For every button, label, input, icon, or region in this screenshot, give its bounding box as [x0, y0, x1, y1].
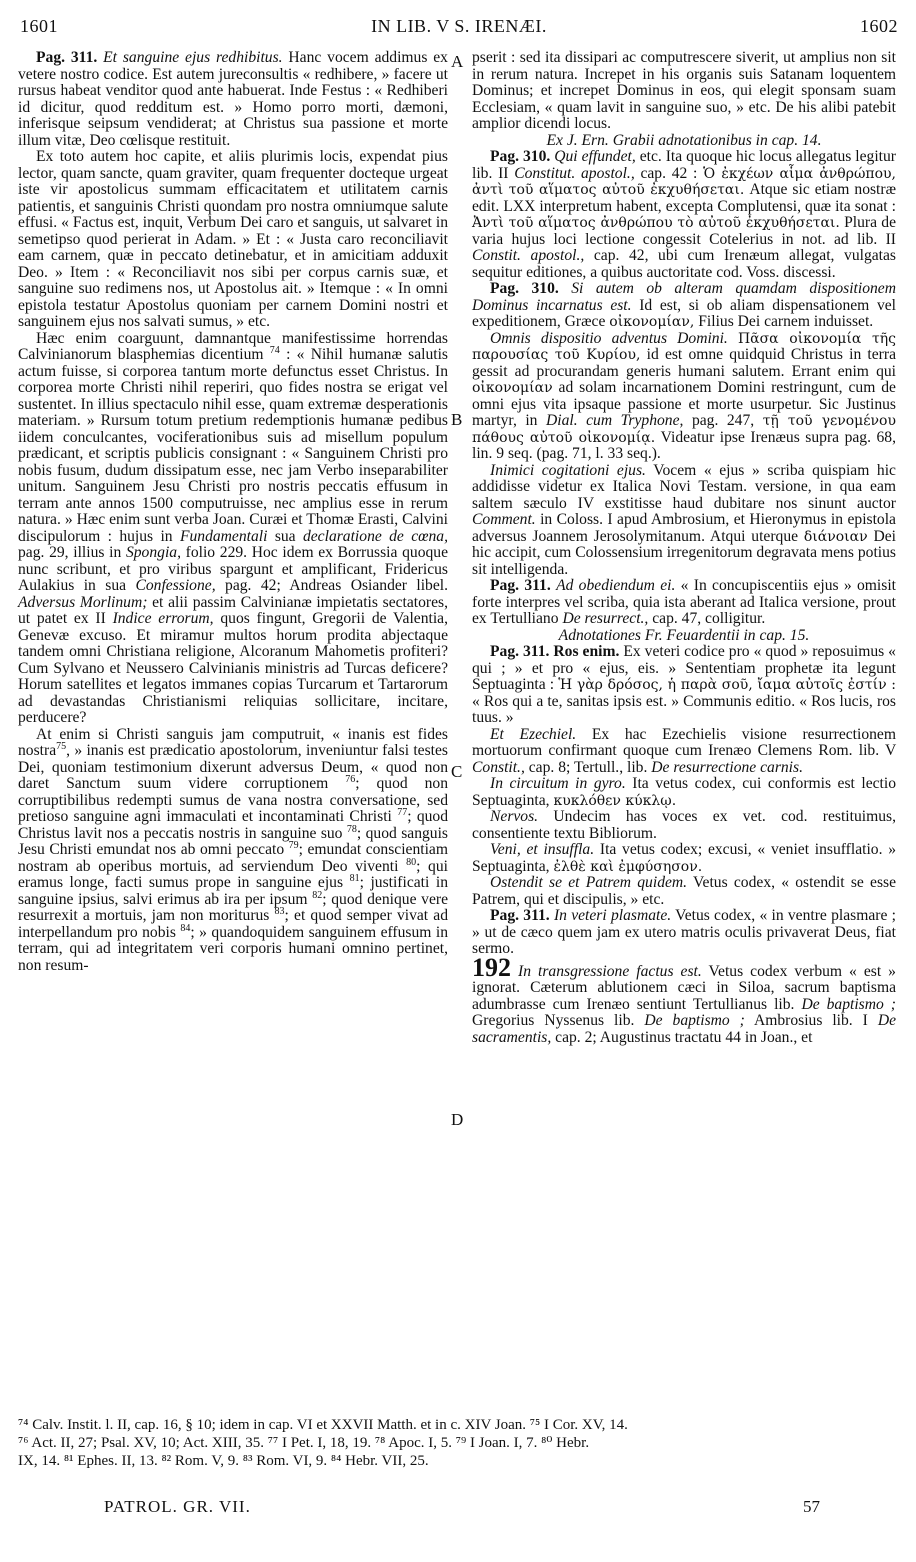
paragraph: 192 In transgressione factus est. Vetus codex verbum « est » ignorat. Cæterum ablutionem cæci in Siloa, sacrum baptisma adumbrasse cum Irenæo sentiunt Tertullianus lib. De baptismo ; Gregorius Nyssenus lib. De baptismo ; Ambrosius lib. I De sacramentis, cap. 2; Augustinus tractatu 44 in Joan., et [472, 952, 897, 1046]
footnote-ref: 75 [56, 740, 67, 752]
paragraph: Ex toto autem hoc capite, et aliis plurimis locis, expendat pius lector, quam sancte, quam graviter, quam frequenter docteque urgeat iste vir apostolicus summam efficacitatem et utilitatem carnis patientis, et sanguinis Christi quondam pro nostra omniumque salute effusi. « Factus est, inquit, Verbum Dei caro et sanguis, ut salvaret in semetipso quod perierat in Adam. » Et : « Justa caro reconciliavit eam carnem, quæ in peccato detinebatur, et in amicitiam adduxit Deo. » Item : « Reconciliavit nos sibi per corpus carnis suæ, et sanguine suo redimens nos, ut Apostolus ait. » Itemque : « In omni epistola testatur Apostolus quoniam per carnem Domini nostri et sanguinem ejus nos salvati sumus, » etc. [18, 148, 448, 330]
page-footer [104, 1497, 820, 1519]
margin-letter-a: A [451, 52, 464, 71]
paragraph: Pag. 311. Et sanguine ejus redhibitus. Hanc vocem addimus ex vetere nostro codice. Est autem jureconsultis « redhibere, » facere ut rursus habeat venditor quod ante habuerat. Inde Festus : « Redhiberi id dicitur, quod redditum est. » Homo porro morti, dæmoni, inferisque seipsum vendiderat; at Christus sua passione et morte illum vitæ, Deo cœlisque restituit. [18, 49, 448, 149]
paragraph: Pag. 311. In veteri plasmate. Vetus codex, « in ventre plasmare ; » ut de cæco quem jam ex utero matris oculis privaverat Deus, fiat sermo. [472, 907, 896, 957]
page-number-left: 1601 [20, 16, 58, 36]
footnote-line: IX, 14. ⁸¹ Ephes. II, 13. ⁸² Rom. V, 9. ⁸³ Rom. VI, 9. ⁸⁴ Hebr. VII, 25. [18, 1453, 429, 1469]
left-column [18, 50, 448, 974]
signature-mark: PATROL. GR. VII. [104, 1497, 251, 1516]
margin-letter-b: B [451, 410, 463, 429]
gathering-number: 57 [803, 1497, 820, 1516]
page-number-right: 1602 [860, 16, 898, 36]
footnotes [18, 1416, 898, 1470]
paragraph: In circuitum in gyro. Ita vetus codex, cui conformis est lectio Septuaginta, κυκλόθεν κύκλῳ. [472, 775, 897, 809]
paragraph: Omnis dispositio adventus Domini. Πᾶσα οἰκονομία τῆς παρουσίας τοῦ Κυρίου, id est omne quidquid Christus in terra gessit ad procurandam generis humani salutem. Errant enim qui οἰκονομίαν ad solam incarnationem Domini restringunt, cum de omni ejus vita ipsaque passione et morte usurpetur. Sic Justinus martyr, in Dial. cum Tryphone, pag. 247, τῇ τοῦ γενομένου πάθους αὐτοῦ οἰκονομίᾳ. Videatur ipse Irenæus supra pag. 68, lin. 9 seq. (pag. 71, l. 33 seq.). [472, 329, 896, 462]
paragraph: Nervos. Undecim has voces ex vet. cod. restituimus, consentiente textu Bibliorum. [472, 808, 896, 842]
paragraph: Pag. 311. Ad obediendum ei. « In concupiscentiis ejus » omisit forte interpres vel scriba, quia ista aberant ad Italica versione, prout ex Tertulliano De resurrect., cap. 47, colligitur. [472, 577, 896, 627]
footnote-ref: 83 [274, 905, 285, 917]
paragraph: Hæc enim coarguunt, damnantque manifestissime horrendas Calvinianorum blasphemias dicentium $^{74}$ : « Nihil humanæ salutis actum fuisse, si corporea tantum morte defunctus esset Christus. In corporea morte Christi nihil reperiri, quo fides nostra se erigat vel sustentet. In illius spectaculo nihil esse, quam extremæ desperationis materiam. » Rursum totum pretium redemptionis humanæ pedibus iidem conculcantes, vociferationibus suis ad misellum populum prædicant, et scriptis publicis consignant : « Sanguinem Christi pro nobis fusum, dudum dissipatum esse, nec jam Verbo inseparabiliter unitum. Sanguinem Jesu Christi pro nostris peccatis effusum in terram ante annos 1500 computruisse, nec amplius esse in rerum natura. » Hæc enim sunt verba Joan. Curæi et Thomæ Erasti, Calvini discipulorum : hujus in Fundamentali sua declaratione de cœna, pag. 29, illius in Spongia, folio 229. Hoc idem ex Borrussia quoque nunc scribunt, et pro viribus spargunt et amplificant, Fridericus Aulakius in sua Confessione, pag. 42; Andreas Osiander libel. Adversus Morlinum; et alii passim Calvinianæ impietatis sectatores, ut patet ex II Indice errorum, quos fingunt, Gregorii de Valentia, Genevæ excuso. Et miramur multos horum prodita abjectaque tandem omni Christiana religione, Alcoranum Mahometis profiteri? Cum Sylvano et Neussero Calvinianis ministris ad Turcas deficere? Horum satellites et legatos immanes copias Turcarum et Tartarorum ad devastandas Christianismi reliquias sollicitare, incitare, perducere? [18, 329, 449, 726]
margin-letter-c: C [451, 762, 463, 781]
paragraph: Pag. 310. Si autem ob alteram quamdam dispositionem Dominus incarnatus est. Id est, si ob aliam dispensationem vel expeditionem, Græce οἰκονομίαν, Filius Dei carnem induisset. [472, 280, 896, 330]
footnote-ref: 76 [345, 773, 356, 785]
footnote-ref: 81 [349, 872, 360, 884]
margin-letter-d: D [451, 1110, 464, 1129]
footnote-ref: 79 [288, 839, 299, 851]
column-number: 192 [472, 952, 511, 982]
paragraph: Inimici cogitationi ejus. Vocem « ejus » scriba quispiam hic addidisse videtur ex Italica Novi Testam. versione, in qua eam saltem sæculo IV exstitisse haud dubitare nos sinunt auctor Comment. in Coloss. I apud Ambrosium, et Hieronymus in epistola adversus Joannem Jerosolymitanum. Atqui uterque διάνοιαν Dei hic accipit, cum Colossensium irregenitorum degravata mens potius sit intelligenda. [472, 461, 896, 578]
footnote-ref: 80 [406, 856, 417, 868]
running-title: IN LIB. V S. IRENÆI. [371, 16, 547, 36]
paragraph: Pag. 310. Qui effundet, etc. Ita quoque hic locus allegatus legitur lib. II Constitut. apostol., cap. 42 : Ὁ ἐκχέων αἷμα ἀνθρώπου, ἀντὶ τοῦ αἵματος αὐτοῦ ἐκχυθήσεται. Atque sic etiam nostræ edit. LXX interpretum habent, excepta Complutensi, quæ ita sonat : Ἀντὶ τοῦ αἵματος ἀνθρώπου τὸ αὐτοῦ ἐκχυθήσεται. Plura de varia hujus loci lectione congessit Cotelerius in not. ad lib. II Constit. apostol., cap. 42, ubi cum Irenæum allegat, vulgatas sequitur editiones, a quibus auctoritate cod. Voss. discessi. [472, 148, 896, 281]
footnote-ref: 78 [346, 823, 357, 835]
footnote-line: ⁷⁴ Calv. Instit. l. II, cap. 16, § 10; idem in cap. VI et XXVII Matth. et in c. XIV Joan. ⁷⁵ I Cor. XV, 14. [18, 1417, 628, 1433]
section-heading: Ex J. Ern. Grabii adnotationibus in cap. 14. [546, 131, 822, 149]
paragraph: pserit : sed ita dissipari ac computrescere siverit, ut amplius non sit in rerum natura. Increpet in his organis suis Satanam loquentem Dominus; et increpet Dominus in eos, qui elegit sponsam suam Ecclesiam, « quam lavit in sanguine suo, » etc. De his alibi patebit amplior dicendi locus. [472, 49, 896, 132]
right-column [472, 50, 896, 1046]
running-head [20, 16, 898, 40]
footnote-ref: 84 [180, 922, 191, 934]
footnote-ref: 74 [269, 344, 280, 356]
paragraph: At enim si Christi sanguis jam computruit, « inanis est fides nostra$^{75}$, » inanis est prædicatio apostolorum, inveniuntur falsi testes Dei, quoniam testimonium dixerunt adversus Deum, « quod non daret Sanctum suum videre corruptionem $^{76}$; quod non corruptibilibus redempti sumus de vana nostra conversatione, sed pretioso sanguine agni immaculati et incontaminati Christi $^{77}$; quod Christus lavit nos a peccatis nostris in sanguine suo $^{78}$; quod sanguis Jesu Christi emundat nos ab omni peccato $^{79}$; emundat conscientiam nostram ab operibus mortuis, ad serviendum Deo viventi $^{80}$; qui eramus longe, facti sumus prope in sanguine ejus $^{81}$; justificati in sanguine ipsius, salvi erimus ab ira per ipsum $^{82}$; quod denique vere resurrexit a mortuis, jam non moriturus $^{83}$; et quod semper vivat ad interpellandum pro nobis $^{84}$; » quandoquidem sanguinem effusum in terram, qui ad integritatem veri corporis humani omnino pertinet, non resum- [18, 725, 449, 974]
footnote-line: ⁷⁶ Act. II, 27; Psal. XV, 10; Act. XIII, 35. ⁷⁷ I Pet. I, 18, 19. ⁷⁸ Apoc. I, 5. ⁷⁹ I Joan. I, 7. ⁸⁰ Hebr. [18, 1435, 590, 1451]
paragraph: Veni, et insuffla. Ita vetus codex; excusi, « veniet insufflatio. » Septuaginta, ἐλθὲ καὶ ἐμφύσησον. [472, 841, 896, 875]
paragraph: Pag. 311. Ros enim. Ex veteri codice pro « quod » reposuimus « qui ; » et pro « ejus, eis. » Sententiam prophetæ ita legunt Septuaginta : Ἡ γὰρ δρόσος, ἡ παρὰ σοῦ, ἴαμα αὐτοῖς ἐστίν : « Ros qui a te, sanitas ipsis est. » Communis editio. « Ros lucis, ros tuus. » [472, 643, 897, 726]
section-heading: Adnotationes Fr. Feuardentii in cap. 15. [558, 626, 810, 644]
footnote-ref: 82 [312, 889, 323, 901]
footnote-ref: 77 [397, 806, 408, 818]
paragraph: Ostendit se et Patrem quidem. Vetus codex, « ostendit se esse Patrem, qui et discipulis, » etc. [472, 874, 897, 908]
paragraph: Et Ezechiel. Ex hac Ezechielis visione resurrectionem mortuorum confirmant quoque cum Irenæo Clemens Rom. lib. V Constit., cap. 8; Tertull., lib. De resurrectione carnis. [472, 725, 896, 776]
